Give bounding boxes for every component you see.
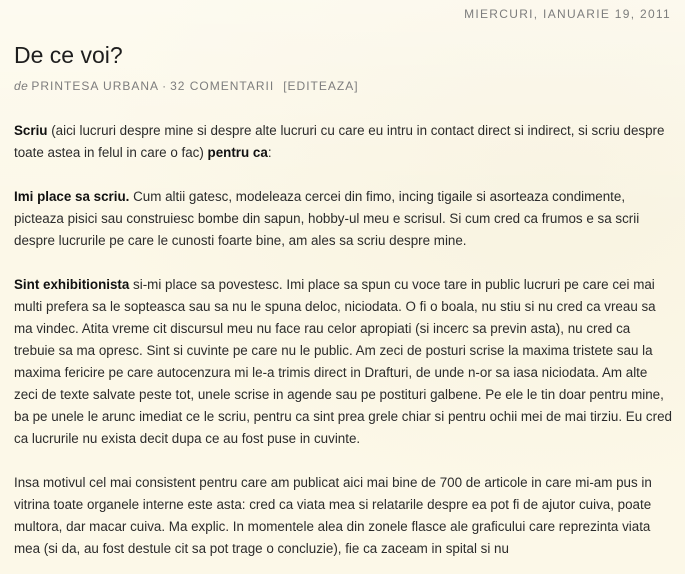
paragraph-text: : [267, 145, 272, 160]
author-link[interactable]: PRINTESA URBANA [31, 79, 160, 93]
post-byline [14, 78, 359, 94]
post-paragraph [14, 472, 672, 560]
post-date: MIERCURI, IANUARIE 19, 2011 [464, 7, 671, 21]
paragraph-text: Cum altii gatesc, modeleaza cercei din fimo, incing tigaile si asorteaza condimente, picteaza pisici sau construiesc bombe din sapun, hobby-ul meu e scrisul. Si cum cred ca frumos e sa scrii despre lucrurile pe care le cunosti foarte bine, am ales sa scriu despre mine. [14, 189, 640, 248]
paragraph-text: si-mi place sa povestesc. Imi place sa spun cu voce tare in public lucruri pe care cei mai multi prefera sa le sopteasca sau sa nu le spuna deloc, niciodata. O fi o boala, nu stiu si nu cred ca vreau sa ma vindec. Atita vreme cit discursul meu nu face rau celor apropiati (si incerc sa previn asta), nu cred ca trebuie sa ma opresc. Sint si cuvinte pe care nu le public. Am zeci de posturi scrise la maxima tristete sau la maxima fericire pe care autocenzura mi le-a trimis direct in Drafturi, de unde n-or sa iasa niciodata. Am alte zeci de texte salvate peste tot, unele scrise in agende sau pe postituri galbene. Pe ele le tin doar pentru mine, ba pe unele le arunc imediat ce le scriu, pentru ca sint prea grele chiar si pentru ochii mei de mai tirziu. Eu cred ca lucrurile nu exista decit dupa ce au fost puse in cuvinte. [14, 277, 672, 446]
byline-prefix: de [14, 79, 29, 93]
paragraph-emphasis: Scriu [14, 123, 48, 138]
post-paragraph [14, 274, 672, 450]
paragraph-emphasis: pentru ca [207, 145, 268, 160]
post-paragraph [14, 120, 672, 164]
comments-link[interactable]: 32 COMENTARII [170, 79, 275, 93]
paragraph-text: Insa motivul cel mai consistent pentru care am publicat aici mai bine de 700 de articole in care mi-am pus in vitrina toate organele interne este asta: cred ca viata mea si relatarile despre ea pot fi de ajutor cuiva, poate multora, dar macar cuiva. Ma explic. In momentele alea din zonele flasce ale graficului care reprezinta viata mea (si da, au fost destule cit sa pot trage o concluzie), fie ca zaceam in spital si nu [14, 475, 652, 556]
paragraph-text: (aici lucruri despre mine si despre alte lucruri cu care eu intru in contact direct si indirect, si scriu despre toate astea in felul in care o fac) [14, 123, 665, 160]
post-paragraph [14, 186, 672, 252]
paragraph-emphasis: Imi place sa scriu. [14, 189, 130, 204]
byline-separator: · [162, 79, 168, 93]
post-body [14, 120, 672, 574]
edit-post-link[interactable]: [EDITEAZA] [283, 79, 359, 93]
post-title: De ce voi? [14, 42, 123, 68]
paragraph-emphasis: Sint exhibitionista [14, 277, 130, 292]
